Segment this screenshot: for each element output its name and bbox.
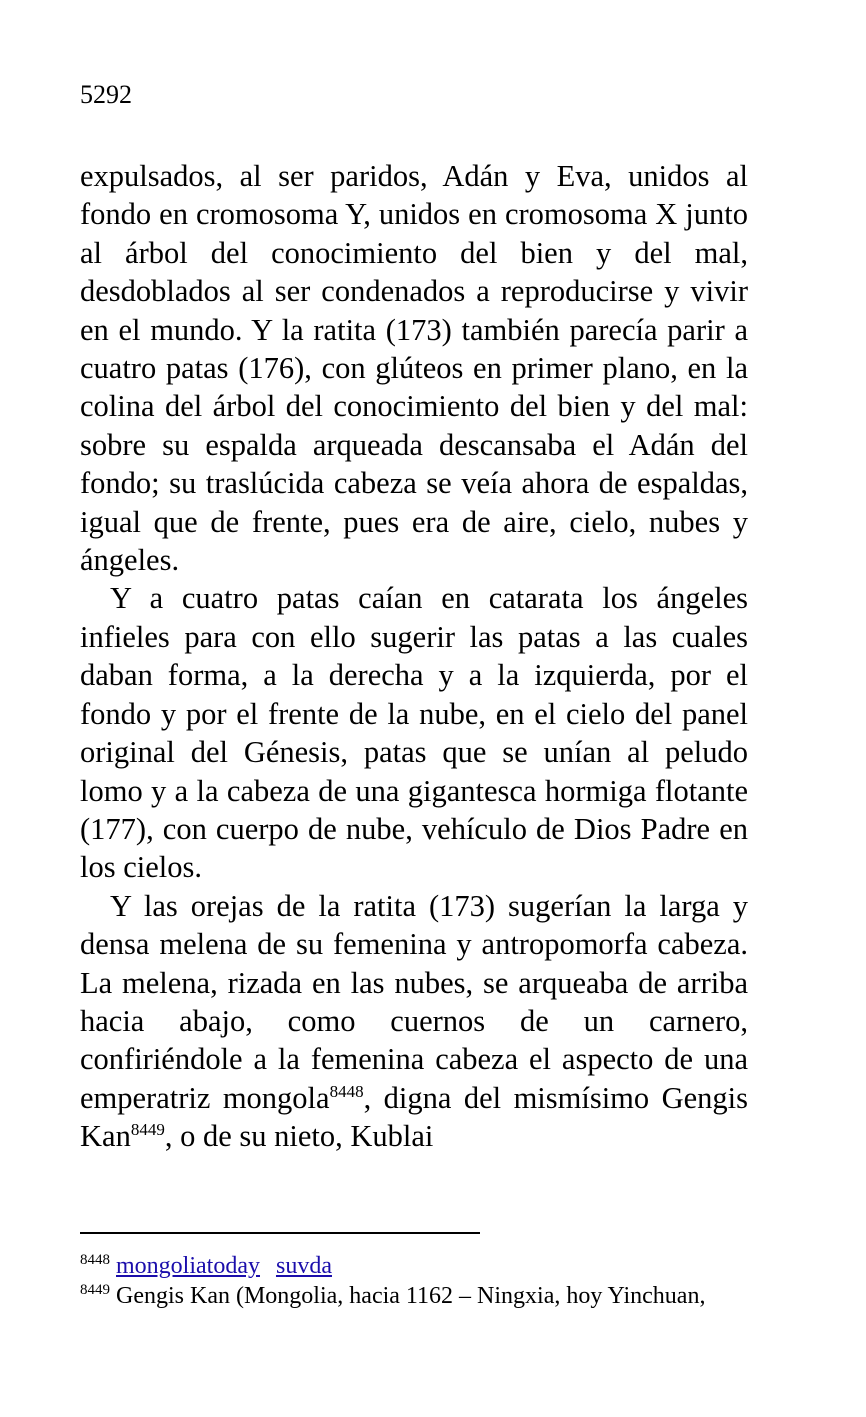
footnote-separator (80, 1232, 480, 1234)
footnote-link-mongoliatoday[interactable]: mongoliatoday (116, 1253, 260, 1279)
paragraph (80, 157, 748, 579)
footnotes (80, 1251, 748, 1311)
footnote-link-suvda[interactable]: suvda (275, 1253, 332, 1279)
footnote-text: Gengis Kan (Mongolia, hacia 1162 – Ningxia, hoy Yinchuan, (116, 1283, 706, 1309)
paragraph-text: Y a cuatro patas caían en catarata los ángeles infieles para con ello sugerir las patas a las cuales daban forma, a la derecha y a la izquierda, por el fondo y por el frente de la nube, en el cielo del panel original del Génesis, patas que se unían al peludo lomo y a la cabeza de una gigantesca hormiga flotante (177), con cuerpo de nube, vehículo de Dios Padre en los cielos. (80, 581, 748, 885)
footnote (80, 1251, 748, 1281)
body-text (80, 157, 748, 1156)
footnote-marker: 8449 (80, 1282, 110, 1298)
footnote (80, 1281, 748, 1311)
paragraph-text: , digna del mismísimo Gengis Kan (80, 1080, 749, 1154)
footnote-reference[interactable]: 8448 (329, 1081, 364, 1101)
paragraph-text: expulsados, al ser paridos, Adán y Eva, unidos al fondo en cromosoma Y, unidos en cromosoma X junto al árbol del conocimiento del bien y del mal, desdoblados al ser condenados a reproducirse y vivir en el mundo. Y la ratita (173) también parecía parir a cuatro patas (176), con glúteos en primer plano, en la colina del árbol del conocimiento del bien y del mal: sobre su espalda arqueada descansaba el Adán del fondo; su traslúcida cabeza se veía ahora de espaldas, igual que de frente, pues era de aire, cielo, nubes y ángeles. (80, 159, 748, 578)
paragraph (80, 887, 748, 1156)
paragraph-text: Y las orejas de la ratita (173) sugerían la larga y densa melena de su femenina y antropomorfa cabeza. La melena, rizada en las nubes, se arqueaba de arriba hacia abajo, como cuernos de un carnero, confiriéndole a la femenina cabeza el aspecto de una emperatriz mongola (80, 888, 748, 1115)
page-number: 5292 (80, 80, 132, 109)
footnote-marker: 8448 (80, 1252, 110, 1268)
paragraph (80, 579, 748, 886)
paragraph-text: , o de su nieto, Kublai (164, 1119, 434, 1154)
footnote-reference[interactable]: 8449 (130, 1120, 165, 1140)
